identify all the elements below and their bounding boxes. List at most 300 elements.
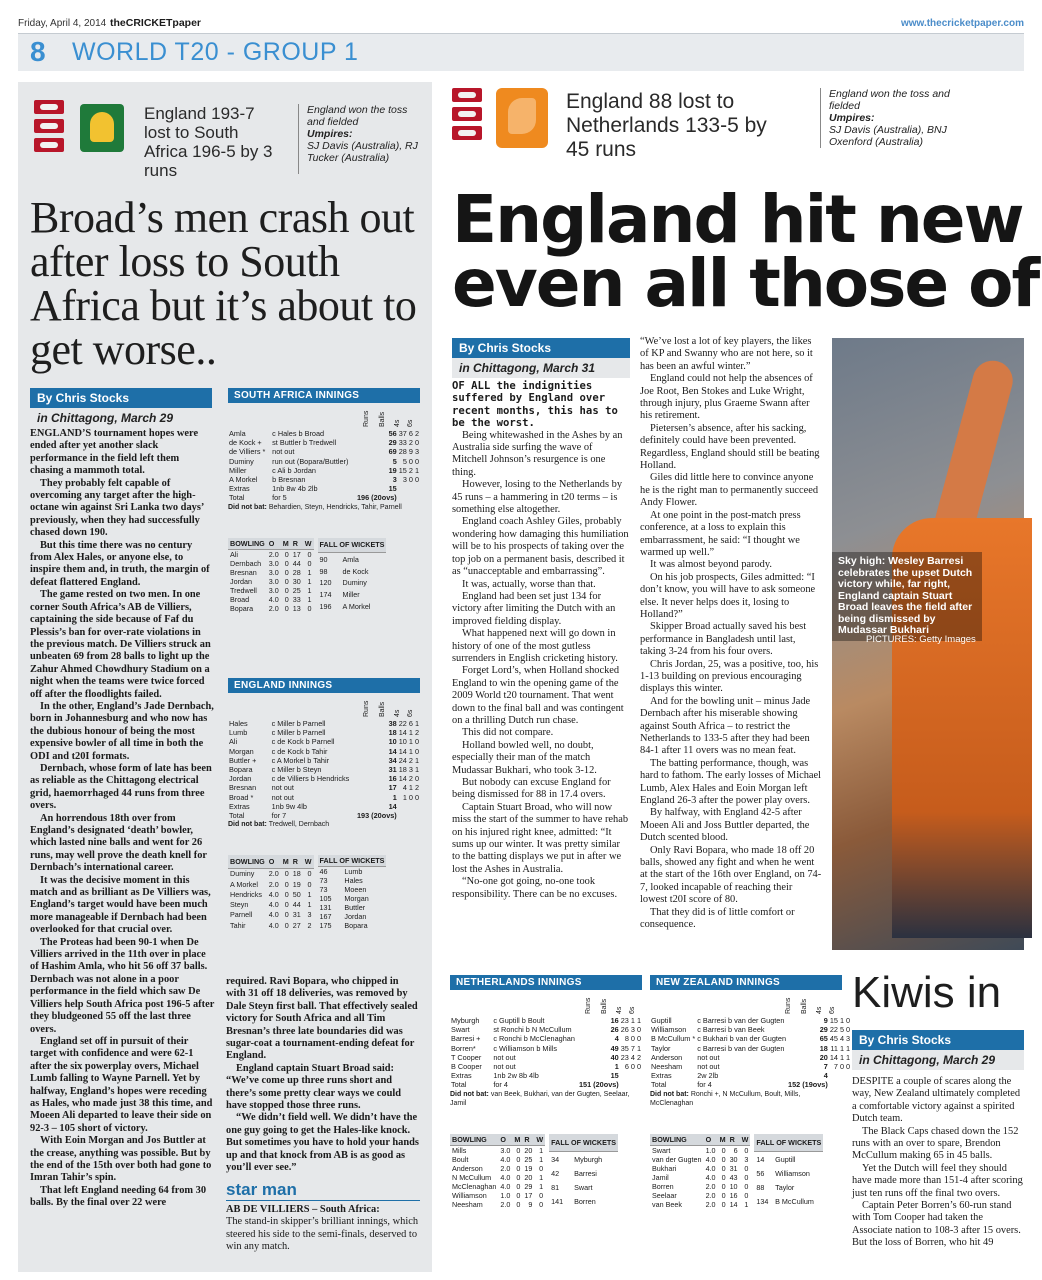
stat-cell: 5 — [402, 456, 407, 466]
stat-cell: 0 — [846, 1025, 851, 1035]
paragraph: Dernbach, whose form of late has been as reliable as the Chittagong electrical grid, haemorrhaged 44 runs from three overs. — [30, 762, 212, 812]
stat-cell — [620, 1071, 630, 1080]
table-row — [650, 1062, 851, 1071]
stat-cell: 0 — [839, 1062, 844, 1072]
dismissal: not out — [272, 447, 295, 457]
stat-cell: 0 — [284, 869, 289, 879]
stat-cell: 15 — [829, 1016, 838, 1025]
table-row — [228, 756, 420, 765]
stat-cell: 0 — [539, 1199, 544, 1209]
fow-batter: de Kock — [342, 566, 369, 576]
stat-cell: 0 — [630, 1034, 635, 1044]
bowler-name: Swart — [652, 1145, 671, 1155]
stat-cell: 0 — [414, 746, 419, 756]
stat-cell: 23 — [620, 1052, 629, 1062]
stat-cell: 31 — [388, 765, 397, 775]
stat-cell: 1.0 — [500, 1190, 511, 1200]
england-flag-icon — [452, 88, 482, 140]
website-link[interactable]: www.thecricketpaper.com — [900, 18, 1024, 29]
dismissal: for 5 — [272, 493, 287, 503]
dismissal: run out (Bopara/Buttler) — [272, 456, 349, 466]
stat-cell: 33 — [398, 438, 407, 448]
byline-block — [852, 1030, 1024, 1070]
paragraph: DESPITE a couple of scares along the way, New Zealand ultimately completed a comfortable victory against a spirited Dutch team. — [852, 1076, 1021, 1125]
batter-name: Extras — [651, 1071, 672, 1081]
stat-cell: 20 — [819, 1052, 828, 1062]
table-row — [450, 1071, 642, 1080]
divider — [226, 1200, 420, 1201]
stat-cell: 25 — [292, 585, 301, 595]
stat-cell: 1 — [392, 792, 397, 802]
bowling-header: BOWLING — [230, 538, 265, 548]
stat-cell: 2 — [408, 465, 413, 475]
stat-cell: 0 — [516, 1145, 521, 1155]
table-row — [450, 1062, 642, 1071]
batter-name: B Cooper — [451, 1062, 482, 1072]
fow-batter: Taylor — [775, 1183, 795, 1193]
stat-cell: 3.0 — [268, 567, 279, 577]
fow-score: 175 — [319, 921, 332, 931]
table-row — [650, 1191, 750, 1200]
table-row — [650, 1016, 851, 1025]
article-column-4 — [640, 336, 822, 956]
stat-cell: 35 — [620, 1043, 629, 1053]
section-bar — [18, 33, 1024, 71]
paragraph: Yet the Dutch will feel they should have made more than 151-4 after scoring just ten runs off the final two overs. — [852, 1162, 1023, 1199]
bowling-header: R — [291, 538, 303, 550]
table-row — [450, 1145, 545, 1155]
paragraph: England coach Ashley Giles, probably wondering how damaging this humiliation will be to his prospects of taking over the top job on a permanent basis, described it as “unacceptable and embarrassing”. — [452, 516, 629, 578]
did-not-bat — [650, 1090, 842, 1108]
fow-score: 81 — [551, 1183, 560, 1193]
stat-cell: 4.0 — [500, 1154, 511, 1164]
stat-cell — [414, 484, 420, 493]
bowler-name: Broad — [230, 594, 250, 604]
stat-cell: 1 — [539, 1172, 544, 1182]
paragraph: England could not help the absences of Joe Root, Ben Stokes and Luke Wright, through injury, plus Graeme Swann after his retirement. — [640, 373, 813, 422]
table-row — [650, 1155, 750, 1164]
table-row — [549, 1181, 618, 1195]
innings-title: NEW ZEALAND INNINGS — [650, 975, 842, 990]
stat-cell: 45 — [829, 1034, 838, 1044]
column-header: 6s — [829, 1006, 836, 1014]
article-column-1 — [30, 428, 215, 1263]
stat-cell: 13 — [292, 603, 301, 613]
star-man-text: The stand-in skipper’s brilliant innings, which steered his side to the semi-finals, deserved to win any match. — [226, 1216, 419, 1253]
stat-cell: 1 — [414, 719, 419, 728]
stat-cell: 2.0 — [705, 1190, 716, 1200]
match1-score: England 193-7 lost to South Africa 196-5 by 3 runs — [144, 104, 273, 180]
paragraph: The Proteas had been 90-1 when De Villiers arrived in the 11th over in place of Hashim Amla, who hit 56 off 37 balls. Dernbach was not alone in a poor performance in the field which saw De Villiers help South Africa post 196-5 after they bludgeoned 55 off the last three overs. — [30, 936, 215, 1035]
stat-cell: 0 — [284, 558, 289, 568]
stat-cell: 14 — [398, 728, 407, 738]
dismissal: not out — [493, 1052, 516, 1062]
bowler-name: Anderson — [452, 1163, 483, 1173]
stat-cell: 5 — [392, 456, 397, 466]
stat-cell: 4.0 — [268, 594, 279, 604]
stat-cell: 1 — [614, 1062, 619, 1072]
stat-cell: 44 — [292, 558, 301, 568]
stat-cell: 0 — [516, 1154, 521, 1164]
batter-name: B McCullum * — [651, 1034, 696, 1044]
stat-cell: 19 — [292, 879, 301, 889]
batter-name: Borren* — [451, 1043, 476, 1053]
table-row — [228, 811, 420, 820]
stat-cell: 17 — [292, 549, 301, 559]
batter-name: Extras — [229, 484, 250, 494]
batter-name: Total — [229, 493, 245, 503]
dismissal: b Bresnan — [272, 475, 306, 485]
batter-name: Bopara — [229, 765, 253, 775]
fow-batter: Guptill — [775, 1154, 796, 1164]
stat-cell: 14 — [398, 774, 407, 784]
stat-cell: 1 — [839, 1043, 844, 1053]
bowler-name: Tredwell — [230, 585, 257, 595]
fow-score: 56 — [756, 1168, 765, 1178]
bowler-name: Boult — [452, 1154, 469, 1164]
stat-cell: 1 — [414, 755, 419, 765]
dismissal: st Ronchi b N McCullum — [493, 1025, 572, 1035]
column-header: 6s — [407, 709, 414, 717]
bowler-name: Williamson — [452, 1190, 487, 1200]
table-row — [450, 1200, 545, 1209]
dismissal: not out — [697, 1062, 720, 1072]
column-headers — [650, 990, 842, 1016]
paragraph: However, losing to the Netherlands by 45 runs – a hammering in t20 terms – is something else altogether. — [452, 479, 623, 516]
paragraph: England set off in pursuit of their target with confidence and were 62-1 after the six powerplay overs, Michael Lumb falling to Wayne Parnell. Yet by halfway, England’s hopes were receding as Hales, who made just 38 this time, and Moeen Ali departed to leave their side on 92-3 – 105 short of victory. — [30, 1035, 213, 1134]
stat-cell: 44 — [292, 900, 301, 910]
stat-cell: 18 — [819, 1043, 828, 1053]
batter-name: Total — [651, 1080, 667, 1090]
stat-cell: 19 — [524, 1163, 533, 1173]
stat-cell: 0 — [414, 792, 419, 802]
paragraph: Chris Jordan, 25, was a positive, too, his 1-13 building on previous encouraging displays this winter. — [640, 658, 819, 695]
paragraph: This did not compare. — [462, 727, 554, 739]
dismissal: 1nb 2w 8b 4lb — [493, 1071, 539, 1081]
table-row — [318, 577, 387, 589]
batter-name: Extras — [451, 1071, 472, 1081]
paragraph: required. Ravi Bopara, who chipped in with 31 off 18 deliveries, was removed by Dale Steyn first ball. That effectively sealed victory for South Africa and all Tim Bresnan’s three late boundaries did was sugar-coat a tournament-ending defeat for England. — [226, 976, 418, 1062]
fall-of-wickets-table — [318, 855, 387, 930]
fow-score: 141 — [551, 1197, 564, 1207]
table-row — [650, 1164, 750, 1173]
stat-cell: 6 — [408, 429, 413, 438]
sa-innings-table — [228, 388, 420, 613]
stat-cell: 0 — [284, 567, 289, 577]
stat-cell: 4.0 — [268, 920, 279, 930]
stat-cell: 6 — [408, 719, 413, 728]
bowling-header: O — [267, 855, 281, 868]
did-not-bat-names: van Beek, Bukhari, van der Gugten, Seelaar, Jamil — [450, 1090, 630, 1107]
stat-cell: 0 — [408, 456, 413, 466]
stat-cell: 0 — [744, 1181, 749, 1191]
stat-cell: 0 — [636, 1034, 641, 1044]
bowler-name: Bresnan — [230, 567, 257, 577]
paragraph: That they did is of little comfort or consequence. — [640, 906, 795, 931]
batter-name: Anderson — [651, 1052, 683, 1062]
paragraph: They probably felt capable of overcoming any target after the high-octane win against Sri Lanka two days’ previously, when they had successfully chased down 190. — [30, 477, 204, 539]
bowling-header: O — [267, 538, 281, 550]
umpires-label: Umpires: — [307, 128, 353, 140]
column-header: Runs — [363, 700, 370, 717]
batter-name: Myburgh — [451, 1016, 480, 1025]
umpires-names: SJ Davis (Australia), BNJ Oxenford (Australia) — [829, 124, 947, 148]
dismissal: 1nb 9w 4lb — [271, 801, 307, 811]
stat-cell: 49 — [610, 1043, 619, 1053]
paragraph: Holland bowled well, no doubt, especially their man of the match Mudassar Bukhari, who took 3-12. — [452, 739, 597, 776]
paragraph: But this time there was no century from Alex Hales, or anyone else, to inspire them and, in truth, the margin of defeat flattered England. — [30, 539, 210, 588]
stat-cell: 14 — [388, 746, 397, 756]
stat-cell: 0 — [516, 1163, 521, 1173]
bowler-name: Jordan — [230, 576, 252, 586]
stat-cell: 9 — [528, 1199, 533, 1209]
fow-header: FALL OF WICKETS — [754, 1134, 823, 1152]
stat-cell: 30 — [292, 576, 301, 586]
batter-name: Buttler + — [229, 755, 257, 765]
bowling-header: M — [719, 1134, 726, 1144]
table-row — [228, 793, 420, 802]
stat-cell: 1 — [307, 889, 312, 899]
bowling-header: W — [303, 855, 314, 868]
byline: By Chris Stocks — [452, 338, 630, 358]
column-header: Runs — [585, 997, 592, 1014]
stat-cell: 31 — [292, 910, 301, 920]
fow-batter: Miller — [342, 590, 360, 600]
stat-cell: 0 — [284, 585, 289, 595]
stat-cell: 65 — [819, 1034, 828, 1044]
fow-batter: Lumb — [344, 867, 363, 877]
stat-cell: 1 — [307, 585, 312, 595]
umpires-label: Umpires: — [829, 112, 875, 124]
bowling-header: W — [741, 1134, 749, 1144]
stat-cell — [636, 1071, 642, 1080]
stat-cell: 0 — [284, 920, 289, 930]
stat-cell: 0 — [284, 603, 289, 613]
stat-cell: 20 — [524, 1172, 533, 1182]
batter-name: T Cooper — [451, 1052, 482, 1062]
batter-name: Morgan — [229, 746, 254, 756]
stat-cell — [414, 493, 420, 502]
stat-cell: 1 — [408, 737, 413, 747]
stat-cell: 2 — [307, 920, 312, 930]
stat-cell: 0 — [414, 774, 419, 784]
dismissal: c Miller b Parnell — [271, 728, 326, 738]
stat-cell — [398, 811, 408, 820]
batter-name: Miller — [229, 465, 247, 475]
bowling-header: R — [291, 855, 303, 868]
stat-cell: 14 — [398, 746, 407, 756]
dismissal: c Miller b Steyn — [271, 765, 322, 775]
batter-name: Hales — [229, 719, 248, 728]
stat-cell: 2 — [636, 1052, 641, 1062]
table-row — [228, 900, 314, 910]
stat-cell: 0 — [516, 1190, 521, 1200]
fow-score: 174 — [319, 590, 332, 600]
column-header: 4s — [616, 1006, 623, 1014]
stat-cell: 0 — [516, 1172, 521, 1182]
stat-cell: 0 — [744, 1163, 749, 1173]
bowler-name: Jamil — [652, 1172, 669, 1182]
batter-name: Taylor — [651, 1043, 671, 1053]
table-row — [650, 1080, 851, 1089]
table-row — [228, 774, 420, 783]
stat-cell: 0 — [284, 910, 289, 920]
stat-cell: 2.0 — [705, 1181, 716, 1191]
table-row — [228, 457, 420, 466]
table-row — [228, 438, 420, 447]
column-header: Balls — [379, 701, 386, 717]
fow-score: 88 — [756, 1183, 765, 1193]
paragraph: Only Ravi Bopara, who made 18 off 20 balls, showed any fight and when he went at the start of the 16th over England, on 74-7, looked incapable of reaching their lowest t20I score of 80. — [640, 844, 822, 906]
fow-score: 90 — [319, 554, 328, 564]
fow-batter: Amla — [342, 554, 359, 564]
bowler-name: Tahir — [230, 920, 246, 930]
table-row — [754, 1195, 823, 1209]
fow-header: FALL OF WICKETS — [319, 856, 385, 866]
stat-cell: 0 — [636, 1062, 641, 1072]
table-row — [318, 894, 387, 903]
table-row — [650, 1044, 851, 1053]
table-row — [450, 1173, 545, 1182]
stat-cell: 4.0 — [705, 1172, 716, 1182]
column-headers — [228, 403, 420, 429]
paragraph: Forget Lord’s, when Holland shocked England to win the opening game of the 2009 World t20 tournament. That went down to the final ball and was contingent on a thrilling Dutch run chase. — [452, 665, 624, 726]
table-row — [228, 604, 314, 613]
batter-name: Jordan — [229, 774, 252, 784]
stat-cell: 43 — [729, 1172, 738, 1182]
did-not-bat-label: Did not bat: — [450, 1090, 489, 1098]
table-row — [318, 867, 387, 877]
bowler-name: Borren — [652, 1181, 674, 1191]
dismissal: c Guptill b Boult — [493, 1016, 545, 1025]
bowling-table — [450, 1134, 545, 1209]
bowling-table — [228, 538, 314, 613]
stat-cell: 2 — [408, 755, 413, 765]
stat-cell: 23 — [620, 1016, 629, 1025]
batter-name: Amla — [229, 429, 246, 438]
table-row — [228, 728, 420, 737]
table-row — [318, 885, 387, 894]
dismissal: c Ali b Jordan — [272, 465, 316, 475]
bowler-name: N McCullum — [452, 1172, 492, 1182]
stat-cell: 0 — [307, 869, 312, 879]
paragraph: Captain Stuart Broad, who will now miss the start of the summer to have rehab on his injured right knee, admitted: “It sums up our winter. It was pretty similar to the batting displays we put in after we lost the Ashes in Australia. — [452, 801, 629, 875]
photo-caption: Sky high: Wesley Barresi celebrates the upset Dutch victory while, far right, England captain Stuart Broad leaves the field after being dismissed by Mudassar Bukhari — [832, 552, 982, 641]
stat-cell: 3.0 — [268, 576, 279, 586]
byline-block — [452, 338, 630, 378]
paragraph: That left England needing 64 from 30 balls. By the final over 22 were — [30, 1184, 207, 1209]
bowler-name: McClenaghan — [452, 1181, 497, 1191]
stat-cell: 10 — [398, 737, 407, 747]
fall-of-wickets-table — [754, 1134, 823, 1209]
bowler-name: Neesham — [452, 1199, 483, 1209]
fow-batter: Williamson — [775, 1168, 810, 1178]
table-row — [228, 447, 420, 456]
fow-score: 42 — [551, 1168, 560, 1178]
bowling-header: M — [514, 1134, 521, 1144]
fow-score: 196 — [319, 602, 332, 612]
bowling-table — [650, 1134, 750, 1209]
stat-cell: 2 — [408, 438, 413, 448]
stat-cell: 0 — [284, 879, 289, 889]
stat-cell: 19 — [388, 465, 397, 475]
fow-score: 98 — [319, 566, 328, 576]
table-row — [450, 1044, 642, 1053]
bowler-name: Seelaar — [652, 1190, 677, 1200]
did-not-bat — [450, 1090, 642, 1108]
table-row — [228, 765, 420, 774]
byline: By Chris Stocks — [30, 388, 212, 408]
fow-batter: Buttler — [344, 903, 366, 913]
stat-cell: 29 — [524, 1181, 533, 1191]
stat-cell — [398, 484, 408, 493]
stat-cell: 34 — [388, 755, 397, 765]
bowler-name: Hendricks — [230, 889, 262, 899]
batter-name: Swart — [451, 1025, 470, 1035]
paragraph: With Eoin Morgan and Jos Buttler at the crease, anything was possible. But by the end of the 15th over both had gone to Imran Tahir’s spin. — [30, 1135, 212, 1184]
bowler-name: A Morkel — [230, 879, 258, 889]
stat-cell: 0 — [414, 737, 419, 747]
stat-cell: 1 — [307, 900, 312, 910]
table-row — [228, 577, 314, 586]
column-header: 4s — [816, 1006, 823, 1014]
stat-cell: 4.0 — [705, 1154, 716, 1164]
stat-cell: 29 — [819, 1025, 828, 1035]
stat-cell — [414, 802, 420, 811]
paragraph: ENGLAND’S tournament hopes were ended after yet another slack performance in the field left them chasing a mammoth total. — [30, 428, 199, 477]
stat-cell: 1 — [402, 792, 407, 802]
stat-cell — [829, 1080, 839, 1089]
stat-cell: 1 — [307, 567, 312, 577]
stat-cell: 26 — [620, 1025, 629, 1035]
match-photo — [832, 338, 1024, 950]
dismissal: c Hales b Broad — [272, 429, 325, 438]
table-row — [754, 1181, 823, 1195]
bowler-name: Mills — [452, 1145, 467, 1155]
stat-cell: 33 — [292, 594, 301, 604]
dismissal: 1nb 8w 4b 2lb — [272, 484, 318, 494]
stat-cell: 7 — [823, 1062, 828, 1072]
paragraph: It was, actually, worse than that. — [462, 578, 596, 590]
table-row — [228, 868, 314, 879]
match1-officials — [298, 104, 418, 174]
table-row — [318, 589, 387, 601]
issue-date: Friday, April 4, 2014 — [18, 18, 107, 29]
table-row — [650, 1071, 851, 1080]
stat-cell: 18 — [292, 869, 301, 879]
stat-cell: 1 — [839, 1052, 844, 1062]
bowling-header: M — [281, 855, 291, 868]
stat-cell: 18 — [388, 728, 397, 738]
table-row — [228, 559, 314, 568]
stat-cell: 151 (20ovs) — [578, 1080, 619, 1090]
eng-innings-table — [228, 678, 420, 930]
stat-cell: 15 — [610, 1071, 619, 1081]
stat-cell: 3 — [392, 475, 397, 485]
stat-cell: 2 — [414, 429, 419, 438]
stat-cell: 0 — [307, 549, 312, 559]
stat-cell: 3 — [630, 1025, 635, 1035]
dateline: in Chittagong, March 31 — [452, 358, 630, 378]
stat-cell: 1.0 — [705, 1145, 716, 1155]
dismissal: c Barresi b van der Gugten — [697, 1043, 785, 1053]
match2-officials — [820, 88, 970, 148]
did-not-bat — [228, 820, 420, 829]
stat-cell: 20 — [524, 1145, 533, 1155]
dismissal: c de Villiers b Hendricks — [271, 774, 350, 784]
stat-cell: 2.0 — [268, 879, 279, 889]
stat-cell: 16 — [610, 1016, 619, 1025]
